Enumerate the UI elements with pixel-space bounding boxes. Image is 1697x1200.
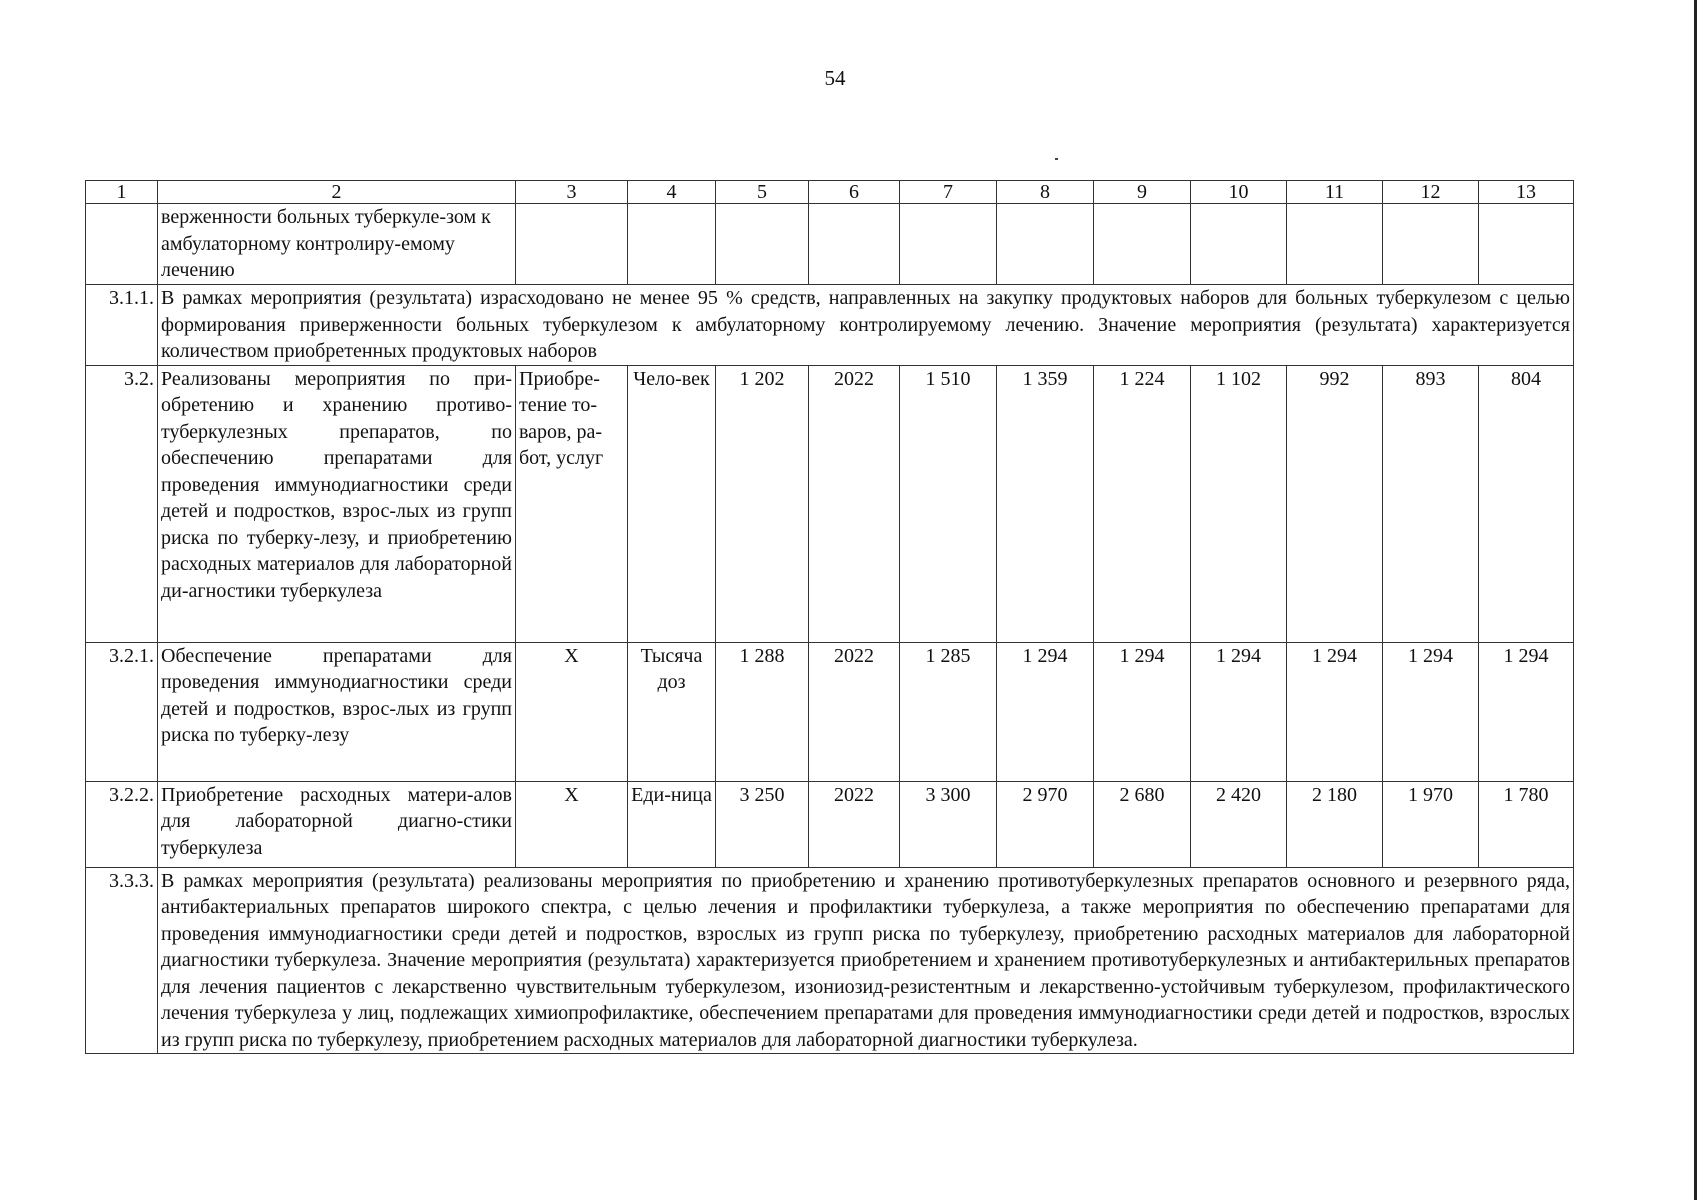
- year-value: 2 970: [997, 781, 1094, 867]
- empty-cell: [1383, 204, 1479, 285]
- measure-name: Обеспечение препаратами для проведения иммунодиагностики среди детей и подростков, взрос-лых из групп риска по туберку-лезу: [158, 642, 516, 781]
- measure-name: верженности больных туберкуле-зом к амбулаторному контролиру-емому лечению: [158, 204, 516, 285]
- base-year: 2022: [809, 642, 900, 781]
- row-3-3-3: [86, 867, 1574, 1054]
- year-value: 1 294: [1287, 642, 1383, 781]
- year-value: 1 294: [1094, 642, 1191, 781]
- empty-cell: [516, 204, 628, 285]
- measure-type: Х: [516, 781, 628, 867]
- measures-table: [85, 180, 1574, 1054]
- page-number: 54: [824, 66, 846, 90]
- year-value: 1 285: [900, 642, 997, 781]
- row-number: 3.3.3.: [86, 867, 158, 1054]
- unit: Тысяча доз: [628, 642, 716, 781]
- year-value: 2 180: [1287, 781, 1383, 867]
- row-3-2-2: [86, 781, 1574, 867]
- empty-cell: [1287, 204, 1383, 285]
- column-number: 10: [1191, 181, 1287, 204]
- column-number: 4: [628, 181, 716, 204]
- column-number-row: [86, 181, 1574, 204]
- row-number: [86, 204, 158, 285]
- empty-cell: [997, 204, 1094, 285]
- column-number: 8: [997, 181, 1094, 204]
- column-number: 3: [516, 181, 628, 204]
- measure-type: Х: [516, 642, 628, 781]
- unit: Еди-ница: [628, 781, 716, 867]
- continuation-row: [86, 204, 1574, 285]
- empty-cell: [716, 204, 809, 285]
- scan-speck: [1055, 158, 1058, 160]
- base-value: 3 250: [716, 781, 809, 867]
- year-value: 2 420: [1191, 781, 1287, 867]
- column-number: 1: [86, 181, 158, 204]
- column-number: 7: [900, 181, 997, 204]
- row-number: 3.2.: [86, 365, 158, 642]
- row-3-2: [86, 365, 1574, 642]
- measure-name: Приобретение расходных матери-алов для лабораторной диагно-стики туберкулеза: [158, 781, 516, 867]
- base-value: 1 202: [716, 365, 809, 642]
- year-value: 1 294: [997, 642, 1094, 781]
- year-value: 893: [1383, 365, 1479, 642]
- base-year: 2022: [809, 365, 900, 642]
- year-value: 1 102: [1191, 365, 1287, 642]
- empty-cell: [809, 204, 900, 285]
- year-value: 1 510: [900, 365, 997, 642]
- year-value: 1 294: [1383, 642, 1479, 781]
- column-number: 6: [809, 181, 900, 204]
- year-value: 992: [1287, 365, 1383, 642]
- empty-cell: [1191, 204, 1287, 285]
- empty-cell: [1479, 204, 1574, 285]
- column-number: 11: [1287, 181, 1383, 204]
- column-number: 5: [716, 181, 809, 204]
- year-value: 804: [1479, 365, 1574, 642]
- empty-cell: [1094, 204, 1191, 285]
- year-value: 1 294: [1479, 642, 1574, 781]
- year-value: 3 300: [900, 781, 997, 867]
- measure-type: Приобре-тение то-варов, ра-бот, услуг: [516, 365, 628, 642]
- unit: Чело-век: [628, 365, 716, 642]
- row-number: 3.1.1.: [86, 285, 158, 366]
- empty-cell: [900, 204, 997, 285]
- year-value: 1 780: [1479, 781, 1574, 867]
- row-description: В рамках мероприятия (результата) реализованы мероприятия по приобретению и хранению противотуберкулезных препаратов основного и резервного ряда, антибактериальных препаратов широкого спектра, с целью лечения и профилактики туберкулеза, а также мероприятия по обеспечению препаратами для проведения иммунодиагностики среди детей и подростков, взрослых из групп риска по туберкулезу, приобретению расходных материалов для лабораторной диагностики туберкулеза. Значение мероприятия (результата) характеризуется приобретением и хранением противотуберкулезных и антибактерильных препаратов для лечения пациентов с лекарственно чувствительным туберкулезом, изониозид-резистентным и лекарственно-устойчивым туберкулезом, профилактического лечения туберкулеза у лиц, подлежащих химиопрофилактике, обеспечением препаратами для проведения иммунодиагностики среди детей и подростков, взрослых из групп риска по туберкулезу, приобретением расходных материалов для лабораторной диагностики туберкулеза.: [158, 867, 1574, 1054]
- measure-name: Реализованы мероприятия по при-обретению и хранению противо-туберкулезных препаратов, по обеспечению препаратами для проведения иммунодиагностики среди детей и подростков, взрос-лых из групп риска по туберку-лезу, и приобретению расходных материалов для лабораторной ди-агностики туберкулеза: [158, 365, 516, 642]
- row-number: 3.2.2.: [86, 781, 158, 867]
- year-value: 1 224: [1094, 365, 1191, 642]
- column-number: 2: [158, 181, 516, 204]
- base-value: 1 288: [716, 642, 809, 781]
- year-value: 1 970: [1383, 781, 1479, 867]
- row-description: В рамках мероприятия (результата) израсходовано не менее 95 % средств, направленных на закупку продуктовых наборов для больных туберкулезом с целью формирования приверженности больных туберкулезом к амбулаторному контролируемому лечению. Значение мероприятия (результата) характеризуется количеством приобретенных продуктовых наборов: [158, 285, 1574, 366]
- column-number: 12: [1383, 181, 1479, 204]
- column-number: 9: [1094, 181, 1191, 204]
- row-3-2-1: [86, 642, 1574, 781]
- year-value: 1 294: [1191, 642, 1287, 781]
- base-year: 2022: [809, 781, 900, 867]
- year-value: 2 680: [1094, 781, 1191, 867]
- row-number: 3.2.1.: [86, 642, 158, 781]
- row-3-1-1: [86, 285, 1574, 366]
- year-value: 1 359: [997, 365, 1094, 642]
- empty-cell: [628, 204, 716, 285]
- column-number: 13: [1479, 181, 1574, 204]
